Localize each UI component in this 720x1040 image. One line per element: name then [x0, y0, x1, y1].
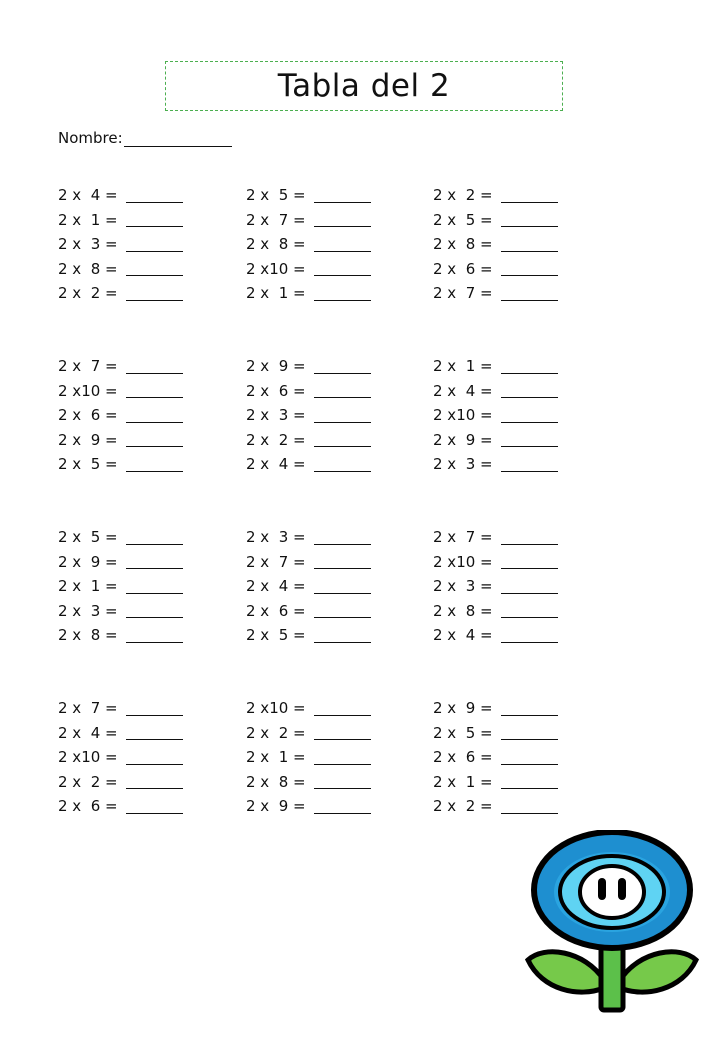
answer-line[interactable]	[314, 214, 371, 227]
exercise-row	[433, 745, 583, 770]
multiplication-expression: 2 x 8 =	[58, 259, 118, 278]
exercise-row	[433, 599, 583, 624]
multiplication-expression: 2 x 8 =	[433, 235, 493, 254]
name-label: Nombre:	[58, 129, 123, 147]
multiplication-expression: 2 x 2 =	[246, 723, 306, 742]
multiplication-expression: 2 x 8 =	[246, 235, 306, 254]
answer-line[interactable]	[501, 263, 558, 276]
answer-line[interactable]	[126, 556, 183, 569]
answer-line[interactable]	[501, 752, 558, 765]
multiplication-expression: 2 x 5 =	[246, 626, 306, 645]
answer-line[interactable]	[501, 385, 558, 398]
exercise-row	[246, 525, 396, 550]
exercise-row	[58, 574, 208, 599]
answer-line[interactable]	[314, 288, 371, 301]
exercise-row	[58, 354, 208, 379]
answer-line[interactable]	[501, 727, 558, 740]
exercise-row	[433, 794, 583, 819]
exercise-row	[58, 721, 208, 746]
exercise-row	[58, 696, 208, 721]
multiplication-expression: 2 x 9 =	[433, 699, 493, 718]
exercise-block	[433, 525, 583, 648]
name-answer-line[interactable]	[124, 131, 232, 147]
answer-line[interactable]	[501, 410, 558, 423]
answer-line[interactable]	[501, 434, 558, 447]
answer-line[interactable]	[501, 239, 558, 252]
exercise-row	[246, 794, 396, 819]
answer-line[interactable]	[314, 556, 371, 569]
multiplication-expression: 2 x 2 =	[433, 186, 493, 205]
multiplication-expression: 2 x 3 =	[433, 577, 493, 596]
exercise-row	[246, 550, 396, 575]
exercise-row	[58, 550, 208, 575]
exercise-row	[246, 745, 396, 770]
answer-line[interactable]	[314, 239, 371, 252]
exercise-row	[246, 208, 396, 233]
answer-line[interactable]	[314, 776, 371, 789]
answer-line[interactable]	[501, 288, 558, 301]
answer-line[interactable]	[126, 190, 183, 203]
multiplication-expression: 2 x 8 =	[433, 601, 493, 620]
answer-line[interactable]	[126, 410, 183, 423]
multiplication-expression: 2 x 3 =	[246, 528, 306, 547]
answer-line[interactable]	[126, 776, 183, 789]
exercise-row	[58, 403, 208, 428]
multiplication-expression: 2 x10 =	[433, 552, 493, 571]
answer-line[interactable]	[126, 581, 183, 594]
exercise-block	[433, 354, 583, 477]
multiplication-expression: 2 x 3 =	[433, 455, 493, 474]
worksheet-title: Tabla del 2	[277, 68, 451, 104]
multiplication-expression: 2 x 9 =	[433, 430, 493, 449]
multiplication-expression: 2 x 2 =	[58, 772, 118, 791]
exercise-block	[246, 354, 396, 477]
exercise-row	[246, 452, 396, 477]
multiplication-expression: 2 x 6 =	[433, 259, 493, 278]
exercise-row	[246, 379, 396, 404]
exercise-row	[246, 696, 396, 721]
answer-line[interactable]	[501, 703, 558, 716]
multiplication-expression: 2 x10 =	[433, 406, 493, 425]
answer-line[interactable]	[501, 556, 558, 569]
answer-line[interactable]	[501, 190, 558, 203]
exercise-row	[58, 428, 208, 453]
answer-line[interactable]	[501, 361, 558, 374]
answer-line[interactable]	[314, 630, 371, 643]
multiplication-expression: 2 x 6 =	[58, 797, 118, 816]
multiplication-expression: 2 x 4 =	[246, 577, 306, 596]
multiplication-expression: 2 x 8 =	[58, 626, 118, 645]
multiplication-expression: 2 x10 =	[58, 381, 118, 400]
exercise-row	[433, 379, 583, 404]
answer-line[interactable]	[126, 361, 183, 374]
multiplication-expression: 2 x 5 =	[433, 723, 493, 742]
multiplication-expression: 2 x 1 =	[433, 357, 493, 376]
exercise-row	[58, 794, 208, 819]
exercise-row	[433, 696, 583, 721]
answer-line[interactable]	[126, 801, 183, 814]
flower-icon	[524, 830, 700, 1014]
answer-line[interactable]	[501, 605, 558, 618]
exercise-block	[58, 696, 208, 819]
multiplication-expression: 2 x 5 =	[58, 455, 118, 474]
multiplication-expression: 2 x 7 =	[433, 284, 493, 303]
answer-line[interactable]	[126, 263, 183, 276]
answer-line[interactable]	[126, 288, 183, 301]
multiplication-expression: 2 x 9 =	[58, 552, 118, 571]
answer-line[interactable]	[314, 459, 371, 472]
answer-line[interactable]	[314, 581, 371, 594]
answer-line[interactable]	[501, 630, 558, 643]
exercise-row	[433, 403, 583, 428]
exercise-row	[246, 232, 396, 257]
multiplication-expression: 2 x 3 =	[58, 601, 118, 620]
exercise-block	[58, 525, 208, 648]
exercise-row	[433, 574, 583, 599]
exercise-row	[246, 623, 396, 648]
multiplication-expression: 2 x10 =	[246, 259, 306, 278]
answer-line[interactable]	[501, 581, 558, 594]
answer-line[interactable]	[314, 385, 371, 398]
multiplication-expression: 2 x 1 =	[58, 210, 118, 229]
multiplication-expression: 2 x 6 =	[246, 381, 306, 400]
answer-line[interactable]	[314, 361, 371, 374]
exercise-row	[246, 428, 396, 453]
answer-line[interactable]	[126, 214, 183, 227]
multiplication-expression: 2 x 3 =	[58, 235, 118, 254]
exercise-row	[433, 208, 583, 233]
exercise-row	[246, 403, 396, 428]
exercise-row	[246, 281, 396, 306]
exercise-block	[246, 183, 396, 306]
exercise-row	[433, 428, 583, 453]
answer-line[interactable]	[314, 605, 371, 618]
answer-line[interactable]	[314, 801, 371, 814]
multiplication-expression: 2 x 8 =	[246, 772, 306, 791]
exercise-row	[58, 281, 208, 306]
multiplication-expression: 2 x 1 =	[58, 577, 118, 596]
multiplication-expression: 2 x 2 =	[246, 430, 306, 449]
name-field-row	[58, 129, 232, 147]
exercise-row	[58, 183, 208, 208]
multiplication-expression: 2 x 5 =	[246, 186, 306, 205]
exercise-row	[433, 281, 583, 306]
multiplication-expression: 2 x10 =	[58, 748, 118, 767]
multiplication-expression: 2 x 4 =	[246, 455, 306, 474]
exercise-block	[58, 354, 208, 477]
answer-line[interactable]	[501, 214, 558, 227]
multiplication-expression: 2 x 1 =	[246, 284, 306, 303]
multiplication-expression: 2 x 7 =	[246, 210, 306, 229]
answer-line[interactable]	[314, 263, 371, 276]
answer-line[interactable]	[501, 801, 558, 814]
exercise-row	[433, 354, 583, 379]
answer-line[interactable]	[126, 605, 183, 618]
answer-line[interactable]	[314, 752, 371, 765]
exercise-row	[246, 257, 396, 282]
exercise-row	[58, 599, 208, 624]
exercise-row	[246, 599, 396, 624]
exercise-block	[433, 696, 583, 819]
answer-line[interactable]	[501, 776, 558, 789]
multiplication-expression: 2 x 1 =	[433, 772, 493, 791]
answer-line[interactable]	[126, 532, 183, 545]
exercise-row	[246, 574, 396, 599]
multiplication-expression: 2 x10 =	[246, 699, 306, 718]
flower-face-icon	[580, 866, 644, 918]
multiplication-expression: 2 x 4 =	[433, 626, 493, 645]
answer-line[interactable]	[126, 727, 183, 740]
answer-line[interactable]	[126, 752, 183, 765]
exercise-row	[58, 452, 208, 477]
exercise-row	[58, 525, 208, 550]
answer-line[interactable]	[126, 630, 183, 643]
exercise-row	[58, 257, 208, 282]
exercise-row	[58, 623, 208, 648]
exercise-row	[433, 550, 583, 575]
multiplication-expression: 2 x 6 =	[58, 406, 118, 425]
multiplication-expression: 2 x 1 =	[246, 748, 306, 767]
answer-line[interactable]	[314, 434, 371, 447]
answer-line[interactable]	[314, 410, 371, 423]
exercise-row	[433, 452, 583, 477]
multiplication-expression: 2 x 7 =	[58, 699, 118, 718]
answer-line[interactable]	[126, 703, 183, 716]
exercise-row	[433, 721, 583, 746]
exercise-row	[246, 354, 396, 379]
exercise-row	[58, 208, 208, 233]
exercise-row	[246, 770, 396, 795]
multiplication-expression: 2 x 2 =	[58, 284, 118, 303]
multiplication-expression: 2 x 9 =	[246, 357, 306, 376]
right-leaf-icon	[620, 952, 696, 992]
multiplication-expression: 2 x 6 =	[433, 748, 493, 767]
multiplication-expression: 2 x 5 =	[58, 528, 118, 547]
multiplication-expression: 2 x 3 =	[246, 406, 306, 425]
answer-line[interactable]	[314, 190, 371, 203]
multiplication-expression: 2 x 4 =	[433, 381, 493, 400]
exercise-row	[433, 183, 583, 208]
left-leaf-icon	[528, 952, 604, 992]
multiplication-expression: 2 x 2 =	[433, 797, 493, 816]
answer-line[interactable]	[126, 459, 183, 472]
exercise-row	[246, 721, 396, 746]
answer-line[interactable]	[314, 727, 371, 740]
exercise-row	[58, 745, 208, 770]
answer-line[interactable]	[314, 532, 371, 545]
exercise-row	[58, 232, 208, 257]
exercise-block	[433, 183, 583, 306]
multiplication-expression: 2 x 4 =	[58, 186, 118, 205]
exercise-row	[433, 525, 583, 550]
answer-line[interactable]	[501, 459, 558, 472]
exercise-row	[58, 770, 208, 795]
exercise-block	[246, 696, 396, 819]
exercise-row	[246, 183, 396, 208]
exercise-block	[246, 525, 396, 648]
answer-line[interactable]	[126, 434, 183, 447]
answer-line[interactable]	[126, 385, 183, 398]
multiplication-expression: 2 x 4 =	[58, 723, 118, 742]
exercise-row	[433, 232, 583, 257]
multiplication-expression: 2 x 9 =	[246, 797, 306, 816]
right-eye-icon	[618, 878, 626, 900]
left-eye-icon	[598, 878, 606, 900]
exercise-row	[433, 623, 583, 648]
multiplication-expression: 2 x 9 =	[58, 430, 118, 449]
multiplication-expression: 2 x 7 =	[433, 528, 493, 547]
multiplication-expression: 2 x 5 =	[433, 210, 493, 229]
worksheet-title-box	[165, 61, 563, 111]
multiplication-expression: 2 x 7 =	[246, 552, 306, 571]
exercise-block	[58, 183, 208, 306]
multiplication-expression: 2 x 6 =	[246, 601, 306, 620]
exercise-row	[58, 379, 208, 404]
answer-line[interactable]	[501, 532, 558, 545]
answer-line[interactable]	[314, 703, 371, 716]
answer-line[interactable]	[126, 239, 183, 252]
exercise-row	[433, 257, 583, 282]
multiplication-expression: 2 x 7 =	[58, 357, 118, 376]
exercise-row	[433, 770, 583, 795]
